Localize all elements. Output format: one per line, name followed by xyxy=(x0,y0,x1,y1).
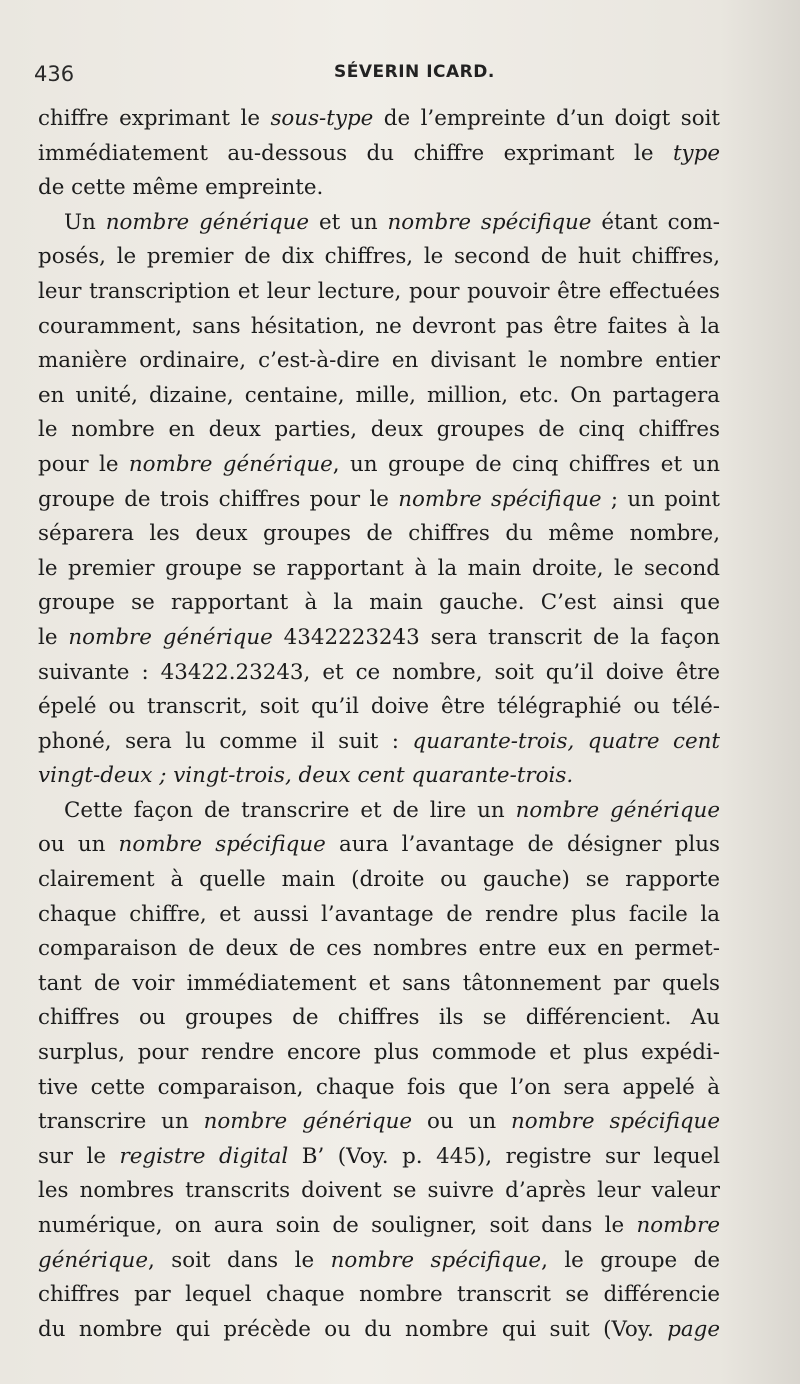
italic-term: page xyxy=(667,1316,720,1342)
text-run: en unité, dizaine, centaine, mille, million, etc. On partagera xyxy=(38,382,720,408)
italic-term: nombre générique xyxy=(105,209,310,235)
text-line xyxy=(38,621,720,656)
text-line xyxy=(38,1001,720,1036)
text-run: du nombre qui précède ou du nombre qui suit (Voy. xyxy=(38,1316,668,1342)
text-run: suivante : 43422.23243, et ce nombre, soit qu’il doive être xyxy=(38,659,720,685)
text-run: le premier groupe se rapportant à la main droite, le second xyxy=(38,555,720,581)
text-line xyxy=(38,1278,720,1313)
text-run: surplus, pour rendre encore plus commode et plus expédi- xyxy=(38,1040,720,1066)
text-run: pour le xyxy=(38,451,129,477)
text-line xyxy=(38,483,720,518)
text-run: séparera les deux groupes de chiffres du même nombre, xyxy=(38,521,720,547)
text-run: tant de voir immédiatement et sans tâtonnement par quels xyxy=(38,970,720,996)
text-run: posés, le premier de dix chiffres, le second de huit chiffres, xyxy=(38,244,720,270)
text-run: les nombres transcrits doivent se suivre d’après leur valeur xyxy=(38,1178,720,1204)
text-line xyxy=(38,828,720,863)
text-line xyxy=(38,1140,720,1175)
text-line xyxy=(38,1036,720,1071)
text-run: numérique, on aura soin de souligner, soit dans le xyxy=(38,1213,637,1238)
text-run: de cette même empreinte. xyxy=(38,175,324,201)
italic-term: nombre xyxy=(636,1213,720,1238)
italic-term: nombre spécifique xyxy=(511,1109,720,1135)
text-line xyxy=(38,794,720,829)
text-line xyxy=(38,137,720,172)
text-run: comparaison de deux de ces nombres entre eux en permet- xyxy=(38,936,720,962)
page-number: 436 xyxy=(34,62,75,86)
text-run: épelé ou transcrit, soit qu’il doive être télégraphié ou télé- xyxy=(38,694,720,720)
text-run: aura l’avantage de désigner plus xyxy=(325,832,720,858)
text-line xyxy=(38,932,720,967)
text-line xyxy=(38,275,720,310)
text-line xyxy=(38,1313,720,1348)
italic-term: nombre spécifique xyxy=(330,1247,542,1273)
text-line xyxy=(38,967,720,1002)
text-line xyxy=(38,552,720,587)
text-run: clairement à quelle main (droite ou gauche) se rapporte xyxy=(38,867,720,893)
text-line xyxy=(38,1105,720,1140)
text-line xyxy=(38,725,720,760)
body-text xyxy=(38,102,720,1347)
text-run: groupe se rapportant à la main gauche. C’est ainsi que xyxy=(38,590,720,616)
text-run: le xyxy=(38,624,69,650)
text-run: étant com- xyxy=(591,209,720,235)
text-line xyxy=(38,656,720,691)
text-line xyxy=(38,863,720,898)
text-run: , le groupe de xyxy=(541,1247,720,1273)
text-run: de l’empreinte d’un doigt soit xyxy=(373,106,720,131)
running-title: SÉVERIN ICARD. xyxy=(334,62,495,82)
text-line xyxy=(38,171,720,206)
text-line xyxy=(38,517,720,552)
text-run: , soit dans le xyxy=(147,1247,331,1273)
text-line xyxy=(38,586,720,621)
text-line xyxy=(38,448,720,483)
text-run: tive cette comparaison, chaque fois que l’on sera appelé à xyxy=(38,1074,720,1100)
text-line xyxy=(38,1209,720,1244)
text-line xyxy=(38,1174,720,1209)
text-line xyxy=(38,413,720,448)
text-line xyxy=(38,379,720,414)
text-run: immédiatement au-dessous du chiffre exprimant le xyxy=(38,140,673,166)
text-run: le nombre en deux parties, deux groupes de cinq chiffres xyxy=(38,417,720,443)
text-run: Un xyxy=(64,209,106,235)
text-run: 4342223243 sera transcrit de la façon xyxy=(272,624,720,650)
italic-term: nombre spécifique xyxy=(118,832,326,858)
text-run: ou un xyxy=(412,1109,512,1135)
italic-term: nombre générique xyxy=(68,624,273,650)
text-run: groupe de trois chiffres pour le xyxy=(38,486,399,512)
text-run: chiffres par lequel chaque nombre transcrit se différencie xyxy=(38,1282,720,1308)
text-run: manière ordinaire, c’est-à-dire en divisant le nombre entier xyxy=(38,348,720,374)
italic-term: sous-type xyxy=(270,106,374,131)
italic-term: vingt-deux ; vingt-trois, deux cent quarante-trois. xyxy=(38,763,574,789)
text-line xyxy=(38,206,720,241)
text-run: ; un point xyxy=(601,486,720,512)
text-run: chaque chiffre, et aussi l’avantage de rendre plus facile la xyxy=(38,901,720,927)
text-run: couramment, sans hésitation, ne devront pas être faites à la xyxy=(38,313,720,339)
text-line xyxy=(38,310,720,345)
text-line xyxy=(38,690,720,725)
text-run: ou un xyxy=(38,832,119,858)
running-header xyxy=(34,62,730,92)
text-run: transcrire un xyxy=(38,1109,204,1135)
italic-term: quarante-trois, quatre cent xyxy=(412,728,720,754)
text-line xyxy=(38,102,720,137)
text-run: Cette façon de transcrire et de lire un xyxy=(64,797,516,823)
italic-term: nombre générique xyxy=(515,797,720,823)
text-line xyxy=(38,344,720,379)
text-run: chiffres ou groupes de chiffres ils se différencient. Au xyxy=(38,1005,720,1031)
italic-term: nombre spécifique xyxy=(398,486,602,512)
text-line xyxy=(38,1071,720,1106)
italic-term: générique xyxy=(38,1247,148,1273)
italic-term: nombre générique xyxy=(203,1109,413,1135)
italic-term: registre digital xyxy=(119,1143,289,1169)
italic-term: nombre générique xyxy=(128,451,333,477)
text-run: et un xyxy=(309,209,388,235)
text-run: chiffre exprimant le xyxy=(38,106,271,131)
italic-term: type xyxy=(672,140,720,166)
italic-term: nombre spécifique xyxy=(387,209,592,235)
text-run: sur le xyxy=(38,1143,120,1169)
text-line xyxy=(38,898,720,933)
text-line xyxy=(38,759,720,794)
text-line xyxy=(38,240,720,275)
text-run: phoné, sera lu comme il suit : xyxy=(38,728,413,754)
text-run: , un groupe de cinq chiffres et un xyxy=(332,451,720,477)
text-line xyxy=(38,1244,720,1279)
text-run: B’ (Voy. p. 445), registre sur lequel xyxy=(288,1143,720,1169)
text-run: leur transcription et leur lecture, pour pouvoir être effectuées xyxy=(38,278,720,304)
